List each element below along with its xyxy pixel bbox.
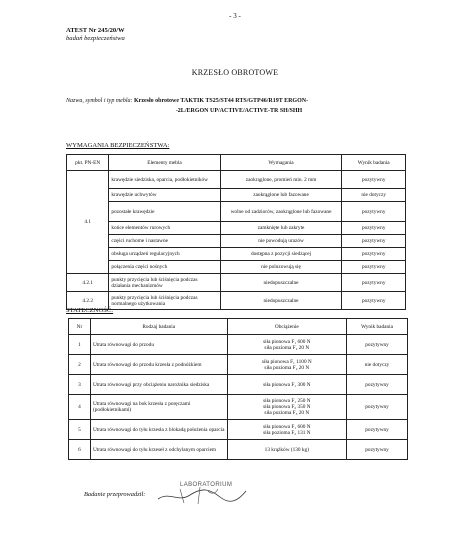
product-line-1: Krzesło obrotowe TAKTIK TS25/ST44 RTS/GTP46/R19T ERGON- (134, 98, 309, 104)
table-row (67, 248, 406, 261)
load-line: siła pozioma F₂ 20 N (264, 364, 310, 371)
table-row (67, 261, 406, 274)
requirement-cell: niedopuszczalne (220, 292, 342, 310)
requirement-cell: zaokrąglone lub fazowane (220, 189, 342, 202)
load-line: siła pionowa F₁ 250 N (263, 398, 311, 404)
table-row (69, 335, 408, 355)
result-cell: pozytywny (347, 375, 408, 395)
signature-stroke (158, 490, 246, 501)
table-row (67, 202, 406, 222)
nr-cell: 2 (69, 355, 91, 375)
load-cell (227, 335, 347, 355)
stability-heading: STATECZNOŚĆ: (66, 307, 114, 314)
nr-cell: 5 (69, 420, 91, 440)
safety-heading: WYMAGANIA BEZPIECZEŃSTWA: (66, 142, 170, 149)
table-row (67, 235, 406, 248)
load-line: siła pionowa F₁ 1100 N (261, 358, 312, 365)
load-cell (227, 395, 347, 420)
result-cell: pozytywny (347, 420, 408, 440)
table-row (69, 440, 408, 460)
element-cell: części ruchome i nastawne (109, 235, 220, 248)
result-cell: pozytywny (342, 202, 406, 222)
test-cell: Utrata równowagi przy obciążeniu narożnika siedziska (90, 375, 227, 395)
table-row (67, 222, 406, 235)
requirement-cell: nie powodują urazów (220, 235, 342, 248)
result-cell: pozytywny (342, 261, 406, 274)
element-cell: pozostałe krawędzie (109, 202, 220, 222)
load-cell (227, 440, 347, 460)
element-cell: punkty przycięcia lub ściśnięcia podczas normalnego użytkowania (109, 292, 220, 310)
test-cell: Utrata równowagi do tyłu krzeseł z odchylanym oparciem (90, 440, 227, 460)
test-cell: Utrata równowagi do przodu krzesła z podnóżkiem (90, 355, 227, 375)
conducted-by-label: Badanie przeprowadził: (84, 491, 146, 498)
signature-flourish (180, 487, 218, 504)
nr-cell: 1 (69, 335, 91, 355)
result-cell: pozytywny (342, 274, 406, 292)
result-cell: pozytywny (347, 335, 408, 355)
document-header (66, 27, 125, 43)
element-cell: końce elementów rurowych (109, 222, 220, 235)
load-line: siła pozioma F₃ 20 N (264, 410, 310, 416)
result-cell: nie dotyczy (347, 355, 408, 375)
requirement-cell: wolne od zadziorów, zaokrąglone lub fazowane (220, 202, 342, 222)
table-row (69, 355, 408, 375)
col-header-test: Rodzaj badania (90, 319, 227, 335)
pkt-cell: 4.2.1 (67, 274, 109, 292)
signature-stamp (150, 477, 260, 507)
load-cell (227, 375, 347, 395)
product-line-2: -2L/ERGON UP/ACTIVE/ACTIVE-TR SH/SHH (175, 108, 303, 114)
nr-cell: 3 (69, 375, 91, 395)
pkt-cell: 4.2.2 (67, 292, 109, 310)
requirement-cell: niedopuszczalne (220, 274, 342, 292)
stability-table (68, 318, 408, 460)
element-cell: połączenia części nośnych (109, 261, 220, 274)
col-header-load: Obciążenie (227, 319, 347, 335)
result-cell: pozytywny (342, 222, 406, 235)
col-header-result: Wynik badania (347, 319, 408, 335)
table-row (67, 292, 406, 310)
document-title: KRZESŁO OBROTOWE (191, 68, 279, 77)
load-line: siła pozioma F₂ 131 N (263, 429, 311, 436)
requirement-cell: zaokrąglone, promień min. 2 mm (220, 171, 342, 189)
stamp-text: LABORATORIUM (180, 482, 233, 488)
result-cell: pozytywny (342, 248, 406, 261)
nr-cell: 6 (69, 440, 91, 460)
col-header-nr: Nr (69, 319, 91, 335)
requirement-cell: dostępna z pozycji siedzącej (220, 248, 342, 261)
element-cell: krawędzie siedziska, oparcia, podłokietników (109, 171, 220, 189)
product-name (66, 96, 412, 116)
nr-cell: 4 (69, 395, 91, 420)
result-cell: pozytywny (347, 395, 408, 420)
result-cell: pozytywny (342, 171, 406, 189)
page-number: - 3 - (229, 12, 241, 20)
col-header-pkt: pkt. PN-EN (67, 155, 109, 171)
product-label: Nazwa, symbol i typ mebla: (66, 98, 133, 104)
load-cell (227, 420, 347, 440)
table-row (67, 171, 406, 189)
load-line: siła pozioma F₂ 20 N (264, 344, 310, 351)
table-row (67, 189, 406, 202)
test-cell: Utrata równowagi do przodu (90, 335, 227, 355)
result-cell: pozytywny (347, 440, 408, 460)
load-line: siła pionowa F₁ 600 N (263, 338, 311, 345)
element-cell: punkty przycięcia lub ściśnięcia podczas działania mechanizmów (109, 274, 220, 292)
col-header-element: Elementy mebla (109, 155, 220, 171)
result-cell: pozytywny (342, 235, 406, 248)
table-row (69, 420, 408, 440)
element-cell: obsługa urządzeń regulacyjnych (109, 248, 220, 261)
col-header-requirement: Wymagania (220, 155, 342, 171)
load-line: siła pionowa F₂ 350 N (263, 404, 311, 410)
requirement-cell: nie poluzowują się (220, 261, 342, 274)
atest-number: ATEST Nr 245/20/W (66, 27, 125, 34)
load-cell (227, 355, 347, 375)
table-row (67, 274, 406, 292)
atest-subtitle: badań bezpieczeństwa (66, 35, 125, 42)
element-cell: krawędzie uchwytów (109, 189, 220, 202)
result-cell: pozytywny (342, 292, 406, 310)
load-line: siła pionowa F₁ 600 N (263, 423, 311, 430)
requirement-cell: zamknięte lub zakryte (220, 222, 342, 235)
test-cell: Utrata równowagi do tyłu krzesła z blokadą położenia oparcia (90, 420, 227, 440)
col-header-result: Wynik badania (342, 155, 406, 171)
load-line: siła pionowa F₁ 300 N (263, 381, 311, 388)
test-cell: Utrata równowagi na bok krzesła z poręczami (podłokietnikami) (90, 395, 227, 420)
pkt-cell: 4.1 (67, 171, 109, 274)
table-row (69, 395, 408, 420)
table-row (69, 375, 408, 395)
result-cell: nie dotyczy (342, 189, 406, 202)
safety-table (66, 154, 406, 310)
load-line: 13 krążków (130 kg) (264, 446, 309, 453)
